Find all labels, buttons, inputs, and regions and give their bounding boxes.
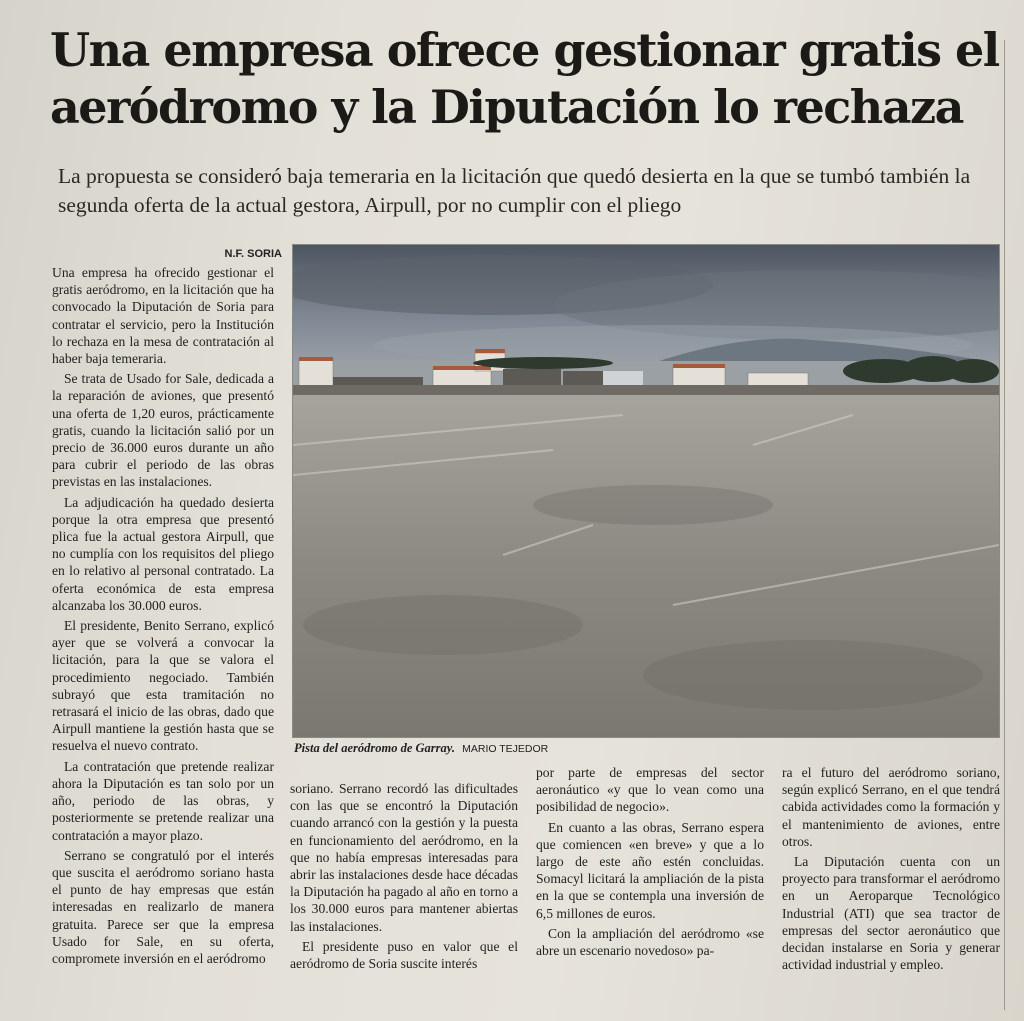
photo-credit: MARIO TEJEDOR	[462, 743, 549, 755]
article-column-2	[290, 780, 518, 975]
headline: Una empresa ofrece gestionar gratis el aeródromo y la Diputación lo rechaza	[50, 23, 999, 134]
paragraph: La contratación que pretende realizar ahora la Diputación es tan solo por un año, periodo de las obras, y posteriormente se pretende realizar una contratación a mayor plazo.	[52, 758, 274, 843]
paragraph: El presidente, Benito Serrano, explicó ayer que se volverá a convocar la licitación, para la que se valora el procedimiento negociado. También subrayó que esta tramitación no retrasará el inicio de las obras, dado que Airpull mantiene la gestión hasta que se resuelva el nuevo contrato.	[52, 618, 274, 754]
paragraph: ra el futuro del aeródromo soriano, según explicó Serrano, en el que tendrá cabida actividades como la formación y el mantenimiento de aviones, entre otros.	[782, 765, 1000, 849]
article-column-1	[52, 264, 274, 970]
paragraph: La Diputación cuenta con un proyecto para transformar el aeródromo en un Aeroparque Tecnológico Industrial (ATI) que sea tractor de empresas del sector aeronáutico que decidan instalarse en Soria y generar actividad industrial y empleo.	[782, 854, 1000, 973]
subheadline: La propuesta se consideró baja temeraria en la licitación que quedó desierta en la que se tumbó también la segunda oferta de la actual gestora, Airpull, por no cumplir con el pliego	[58, 164, 971, 217]
paragraph: por parte de empresas del sector aeronáutico «y que lo vean como una posibilidad de negocio».	[536, 765, 764, 815]
paragraph: Serrano se congratuló por el interés que suscita el aeródromo soriano hasta el punto de hay empresas que están interesadas en realizarlo de manera gratuita. Parece ser que la empresa Usado for Sale, en su oferta, compromete inversión en el aeródromo	[52, 847, 274, 966]
paragraph: La adjudicación ha quedado desierta porque la otra empresa que presentó plica fue la actual gestora Airpull, que no cumplía con los requisitos del pliego en lo relativo al personal contratado. La oferta económica de esta empresa alcanzaba los 30.000 euros.	[52, 494, 274, 613]
byline: N.F. SORIA	[224, 248, 282, 260]
caption-text: Pista del aeródromo de Garray.	[294, 741, 455, 755]
paragraph: Una empresa ha ofrecido gestionar el gratis aeródromo, en la licitación que ha convocado la Diputación de Soria para contratar el servicio, pero la Institución lo rechaza en la mesa de contratación al haber baja temeraria.	[52, 265, 274, 367]
photo-caption	[294, 741, 994, 756]
paragraph: Se trata de Usado for Sale, dedicada a la reparación de aviones, que presentó una oferta de 1,20 euros, prácticamente gratis, cuando la licitación salió por un precio de 36.000 euros durante un año para cubrir el periodo de las obras previstas en las instalaciones.	[52, 371, 274, 490]
paragraph: Con la ampliación del aeródromo «se abre un escenario novedoso» pa-	[536, 925, 764, 959]
article-column-4	[782, 764, 1000, 976]
column-divider	[1004, 40, 1005, 1010]
paragraph: En cuanto a las obras, Serrano espera que comiencen «en breve» y que a lo largo de este año estén concluidas. Somacyl licitará la ampliación de la pista en la que se contempla una inversión de 6,5 millones de euros.	[536, 819, 764, 921]
paragraph: soriano. Serrano recordó las dificultades con las que se encontró la Diputación cuando arrancó con la gestión y la puesta en funcionamiento del aeródromo, en la que no había empresas interesadas para abrir las instalaciones desde hace décadas la Diputación ha pagado al año en torno a los 30.000 euros para mantener abiertas las instalaciones.	[290, 781, 518, 934]
article-column-3	[536, 764, 764, 962]
paragraph: El presidente puso en valor que el aeródromo de Soria suscite interés	[290, 938, 518, 972]
airfield-photo	[292, 244, 1000, 738]
